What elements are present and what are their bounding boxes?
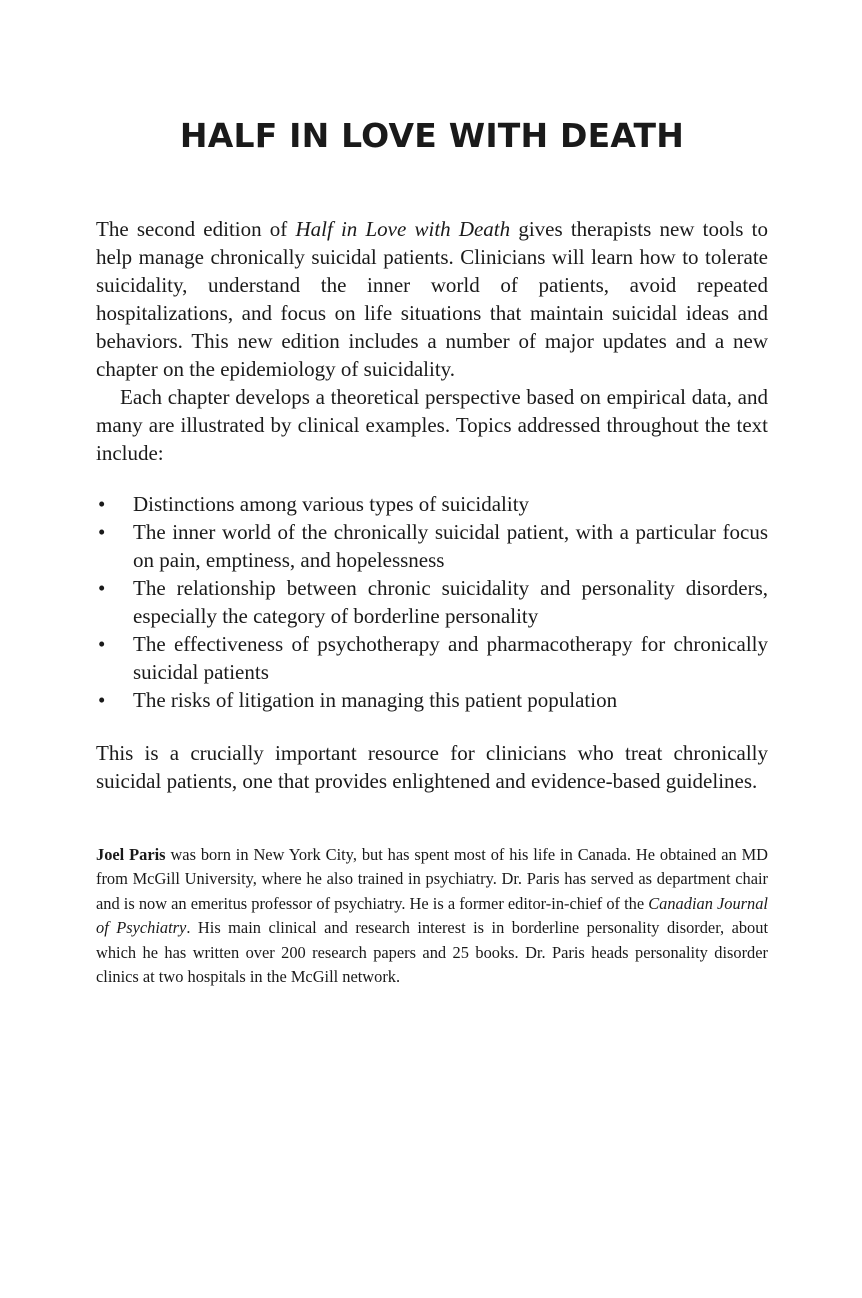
- bullet-icon: •: [98, 520, 106, 544]
- topic-text: The inner world of the chronically suicidal patient, with a particular focus on pain, emptiness, and hopelessness: [133, 520, 768, 572]
- bio-text-start: was born in New York City, but has spent most of his life in Canada. He obtained an MD from McGill University, where he also trained in psychiatry. Dr. Paris has served as department chair and is now an emeritus professor of psychiatry. He is a former editor-in-chief of the: [96, 845, 769, 913]
- intro-text-start: The second edition of: [96, 217, 296, 241]
- intro-paragraph: [96, 215, 768, 383]
- intro-book-title-italic: Half in Love with Death: [295, 217, 511, 241]
- topic-text: The relationship between chronic suicidality and personality disorders, especially the category of borderline personality: [133, 576, 768, 628]
- author-name: Joel Paris: [96, 845, 166, 864]
- journal-name-italic: Canadian Journal of Psychiatry: [96, 893, 768, 938]
- bullet-icon: •: [98, 576, 106, 600]
- chapters-paragraph: Each chapter develops a theoretical perspective based on empirical data, and many are illustrated by clinical examples. Topics addressed throughout the text include:: [96, 385, 768, 465]
- list-item: [96, 686, 768, 714]
- topic-text: Distinctions among various types of suicidality: [133, 492, 530, 516]
- bio-text-end: . His main clinical and research interest is in borderline personality disorder, about which he has written over 200 research papers and 25 books. Dr. Paris heads personality disorder clinics at two hospitals in the McGill network.: [96, 918, 768, 987]
- topic-text: The effectiveness of psychotherapy and pharmacotherapy for chronically suicidal patients: [133, 632, 768, 684]
- author-bio: [96, 843, 768, 989]
- bullet-icon: •: [98, 492, 106, 516]
- list-item: [96, 574, 768, 630]
- book-title: HALF IN LOVE WITH DEATH: [179, 116, 685, 155]
- list-item: [96, 630, 768, 686]
- topic-text: The risks of litigation in managing this patient population: [133, 688, 618, 712]
- list-item: [96, 490, 768, 518]
- bullet-icon: •: [98, 688, 106, 712]
- closing-paragraph: This is a crucially important resource for clinicians who treat chronically suicidal patients, one that provides enlightened and evidence-based guidelines.: [96, 741, 768, 793]
- intro-text-end: gives therapists new tools to help manage chronically suicidal patients. Clinicians will learn how to tolerate suicidality, understand the inner world of patients, avoid repeated hospitalizations, and focus on life situations that maintain suicidal ideas and behaviors. This new edition includes a number of major updates and a new chapter on the epidemiology of suicidality.: [96, 217, 768, 381]
- list-item: [96, 518, 768, 574]
- topics-list: [96, 490, 768, 714]
- bullet-icon: •: [98, 632, 106, 656]
